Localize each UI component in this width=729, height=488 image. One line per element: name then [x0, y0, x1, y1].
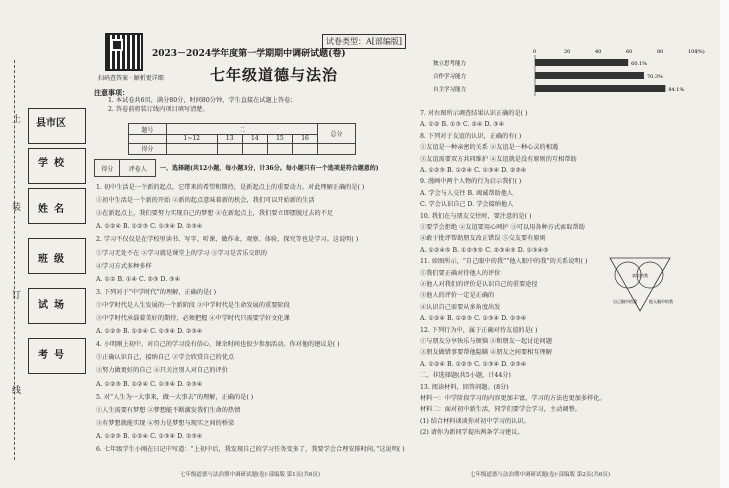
category-label: 独立思考能力 — [433, 61, 467, 67]
question-line: ①我们要正确对待他人的评价 — [420, 269, 501, 277]
x-tick-label: 100 — [688, 49, 698, 55]
score-input[interactable] — [217, 143, 242, 154]
question-line: A. ①②③ B. ①②④ C. ①③④ D. ②③④ — [420, 167, 527, 174]
question-line: 材料二：面对初中新生活，同学们要学会学习，主动调整。 — [420, 406, 581, 414]
unit-label: (%) — [696, 49, 705, 55]
note-line: 1. 本试卷共6页，满分80分，时间80分钟，学生直接在试题上答卷； — [108, 97, 297, 104]
score-table — [128, 123, 356, 155]
question-line: 1. 初中生活是一个新的起点，它带来的希望和期待，是新起点上的重要动力。对此理解正确的是( ) — [96, 184, 365, 191]
question-line: ③他人的评价一定是正确的 — [420, 292, 495, 300]
grader-cell: 得分 — [95, 160, 120, 177]
question-line: ③努力做更好的自己 ④只关注别人对自己的评价 — [96, 367, 228, 375]
side-char: 订 — [12, 291, 22, 301]
question-line: A. ①② B. ①③ C. ②④ D. ③④ — [420, 121, 505, 129]
question-line: ①学习无处不在 ②学习就是课堂上的学习 ③学习是苦乐交织的 — [96, 249, 267, 257]
question-line: 12. 下列行为中，属于正确对待友谊的是( ) — [420, 326, 538, 334]
question-line: ③友谊需要双方共同维护 ④友谊就是没有原则的互相帮助 — [420, 155, 577, 163]
question-line: ③朋友做错事要帮他隐瞒 ④朋友之间要相互理解 — [420, 349, 552, 357]
side-char: 装 — [12, 203, 22, 213]
question-line: A. ①② B. ①④ C. ②③ D. ③④ — [96, 275, 181, 283]
score-cell: 二 — [166, 124, 317, 135]
question-line: A. ①②③ B. ①②④ C. ①③④ D. ②③④ — [96, 432, 203, 440]
diagram-label: 真实的我 — [632, 273, 648, 278]
score-input[interactable] — [267, 143, 292, 154]
question-line: 2. 学习不仅仅是在学校里读书、写字、听课、做作业，观察、体验、探究等也是学习。这说明( ) — [96, 236, 359, 244]
note-line: 2. 答卷前将装订线内项目填写清楚。 — [108, 106, 209, 113]
question-line: A. 学会与人交往 B. 竭诚帮助他人 — [420, 189, 514, 197]
question-line: 6. 七年级学生小刚在日记中写道：“上初中后，我发现自己的学习任务变多了，我要学会合理安排时间。”这说明( ) — [96, 446, 405, 453]
category-label: 自主学习能力 — [433, 87, 467, 93]
question-line: 11. 如图所示，“自己眼中的我”“他人眼中的我”的关系说明( ) — [420, 258, 588, 266]
bar — [535, 85, 665, 92]
score-cell: 总分 — [318, 124, 356, 144]
question-line: 9. 漫画中两个人物的行为启示我们( ) — [420, 178, 522, 186]
exam-header: 2023－2024学年度第一学期期中调研试题(卷) — [152, 49, 346, 59]
question-line: A. ①②③ B. ①②④ C. ①③④ D. ②③④ — [96, 328, 203, 336]
score-cell: 1~12 — [166, 135, 217, 144]
x-tick-label: 20 — [564, 49, 571, 55]
question-line: 5. 对“人生为一大事来，做一大事去”的理解，正确的是( ) — [96, 393, 254, 401]
question-line: ①中学时代是人生发展的一个新阶段 ②中学时代是生命发展的重要阶段 — [96, 301, 290, 309]
question-line: 二、非选择题(共5小题，计44分) — [420, 372, 511, 380]
score-input[interactable] — [242, 143, 267, 154]
side-char: 线 — [12, 386, 22, 396]
score-cell: 得分 — [129, 143, 167, 154]
question-line: C. 学会认识自己 D. 学会接纳他人 — [420, 201, 514, 209]
bar — [535, 72, 644, 79]
exam-id-label: 考号 — [38, 350, 70, 361]
question-line: ①初中生活是一个新的开始 ②新的起点意味着新的机会，我们可以开始新的生活 — [96, 197, 315, 205]
data-label: 84.1% — [668, 87, 685, 93]
question-line: ③有梦想就能实现 ④努力是梦想与现实之间的桥梁 — [96, 419, 235, 427]
question-line: A. ①②④ B. ①②③ C. ①③④ D. ②③④ — [96, 223, 203, 231]
question-line: (2) 请你为新同学提出两条学习建议。 — [420, 429, 524, 437]
score-cell — [129, 135, 167, 144]
grader-table — [94, 159, 156, 177]
question-line: ②他人对我们的评价是认识自己的重要途径 — [420, 281, 538, 288]
question-line: A. ①②④⑤ B. ①②③⑤ C. ②③④⑤ D. ①③④⑤ — [420, 246, 549, 254]
self-cognition-diagram — [605, 253, 675, 317]
x-tick-label: 80 — [657, 49, 664, 55]
question-line: A. ①②④ B. ①②③ C. ①③④ D. ②③④ — [420, 315, 527, 323]
page-footer: 七年级道德与法治期中调研试题(卷)·部编版 第1页(共6页) — [180, 472, 321, 478]
score-input[interactable] — [166, 143, 217, 154]
diagram-label: 他人眼中的我 — [649, 299, 673, 304]
question-line: A. ①②④ B. ①②③ C. ①③④ D. ②③④ — [420, 360, 527, 368]
question-line: ①正确认识自己，接纳自己 ②学会欣赏自己的优点 — [96, 354, 235, 362]
name-label: 姓名 — [38, 204, 70, 215]
section-heading: 一、选择题(共12小题，每小题3分，计36分。每小题只有一个选项是符合题意的) — [160, 165, 379, 172]
data-label: 60.1% — [631, 61, 648, 67]
question-line: ③中学时代承载着美好的期待，必须把握 ④中学时代只需要学好文化课 — [96, 315, 290, 322]
county-label: 县市区 — [36, 118, 66, 129]
page-footer: 七年级道德与法治期中调研试题(卷)·部编版 第2页(共6页) — [470, 472, 611, 478]
grader-cell: 评卷人 — [120, 160, 156, 177]
question-line: ①与朋友分享快乐与烦恼 ②和朋友一起讨论问题 — [420, 338, 552, 345]
question-line: 13. 阅读材料，回答问题。(8分) — [420, 383, 509, 391]
question-line: 4. 小明刚上初中，对自己的学习没有信心，课余时间也很少参加活动。你对他的建议是( ) — [96, 341, 340, 349]
question-line: ④认识自己需要从多角度出发 — [420, 303, 501, 311]
scan-edge — [720, 0, 729, 488]
paper-type-label: 试卷类型：A[部编版] — [322, 34, 406, 49]
question-line: ④学习方式多种多样 — [96, 262, 152, 270]
question-line: ①人生需要有梦想 ②梦想能不断激发我们生命的热情 — [96, 406, 241, 414]
qr-caption: 扫码查答案 · 解析更详细 — [98, 75, 164, 82]
score-cell: 15 — [267, 135, 292, 144]
class-label: 班级 — [38, 254, 70, 265]
question-line: (1) 结合材料谈谈你对初中学习的认识。 — [420, 417, 530, 425]
question-line: 10. 我们在与朋友交往时，要注意的是( ) — [420, 212, 532, 220]
question-line: 8. 下列对于友谊的认识，正确的有( ) — [420, 132, 522, 140]
data-label: 70.3% — [646, 74, 663, 80]
bar — [535, 59, 628, 66]
category-label: 合作学习能力 — [433, 74, 467, 80]
qr-code[interactable] — [105, 33, 143, 71]
question-line: ①要学会拒绝 ②友谊要用心呵护 ③可以用各种方式索取帮助 — [420, 224, 585, 231]
question-line: 材料一：中学阶段学习的内容更加丰富，学习的方法也更加多样化。 — [420, 395, 606, 402]
question-line: 3. 下列对于“中学时代”的理解，正确的是( ) — [96, 288, 216, 296]
bar-chart — [425, 45, 715, 105]
page-title: 七年级道德与法治 — [210, 66, 339, 84]
x-tick-label: 0 — [533, 49, 537, 55]
score-cell: 题号 — [129, 124, 167, 135]
question-line: ④敢于批评帮助朋友改正错误 ⑤交友要有原则 — [420, 235, 546, 243]
score-cell: 16 — [292, 135, 317, 144]
side-char: 上 — [12, 115, 22, 125]
score-input[interactable] — [292, 143, 317, 154]
question-line: 7. 对右图所示调查结果认识正确的是( ) — [420, 110, 528, 117]
notes-title: 注意事项： — [94, 88, 129, 97]
school-label: 学校 — [38, 158, 70, 169]
question-line: ③在新起点上，我们要努力实现自己的梦想 ④在新起点上，我们要立即摆脱过去的不足 — [96, 210, 334, 218]
score-cell: 13 — [217, 135, 242, 144]
question-line: ①友谊是一种亲密的关系 ②友谊是一种心灵的相遇 — [420, 144, 559, 152]
x-tick-label: 40 — [595, 49, 602, 55]
score-input[interactable] — [318, 143, 356, 154]
room-label: 试场 — [38, 300, 70, 311]
question-line: A. ①②③ B. ①②④ C. ①③④ D. ②③④ — [96, 380, 203, 388]
score-cell: 14 — [242, 135, 267, 144]
diagram-label: 自己眼中的我 — [613, 299, 637, 304]
x-tick-label: 60 — [626, 49, 633, 55]
